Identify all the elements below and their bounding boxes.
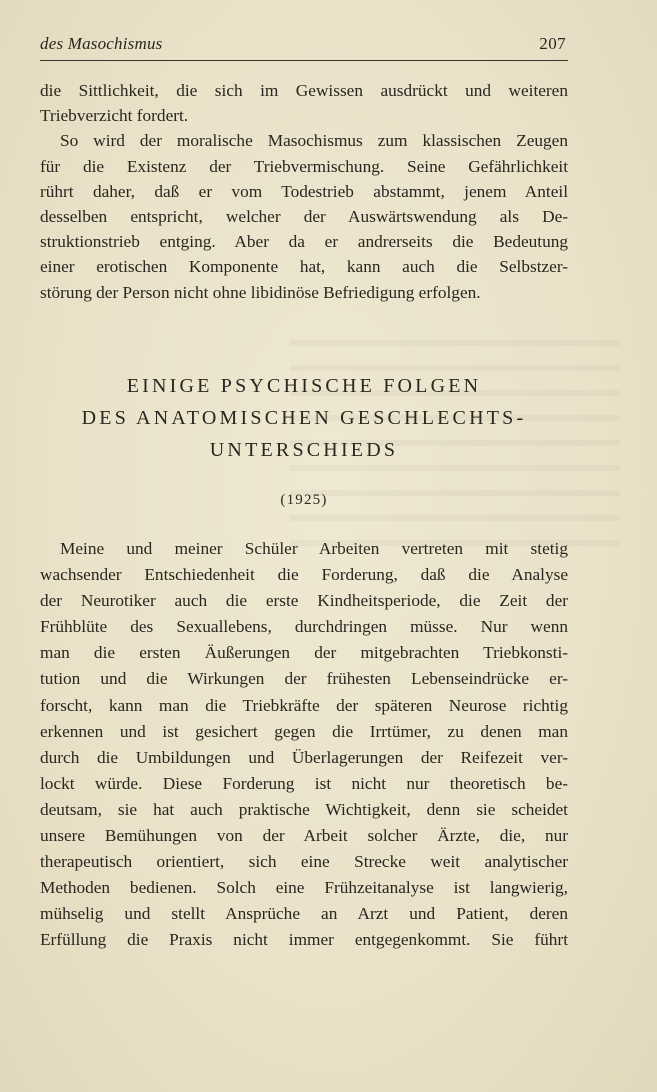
text-block-top — [40, 78, 568, 305]
text-line: Methoden bedienen. Solch eine Frühzeitanalyse ist langwierig, — [40, 878, 568, 898]
text-line: unsere Bemühungen von der Arbeit solcher Ärzte, die, nur — [40, 826, 568, 846]
page-number: 207 — [539, 34, 566, 53]
text-line: man die ersten Äußerungen der mitgebrachten Triebkonsti- — [40, 643, 568, 663]
text-line: rührt daher, daß er vom Todestrieb abstammt, jenem Anteil — [40, 181, 568, 201]
chapter-year: (1925) — [280, 492, 328, 508]
text-line: der Neurotiker auch die erste Kindheitsperiode, die Zeit der — [40, 591, 568, 611]
text-line: Frühblüte des Sexuallebens, durchdringen müsse. Nur wenn — [40, 617, 568, 637]
text-line: für die Existenz der Triebvermischung. Seine Gefährlichkeit — [40, 156, 568, 176]
text-line: erkennen und ist gesichert gegen die Irrtümer, zu denen man — [40, 721, 568, 741]
text-line: störung der Person nicht ohne libidinöse Befriedigung erfolgen. — [40, 282, 481, 302]
text-line: einer erotischen Komponente hat, kann auch die Selbstzer- — [40, 257, 568, 277]
text-line: Meine und meiner Schüler Arbeiten vertreten mit stetig — [60, 539, 568, 558]
heading-line: UNTERSCHIEDS — [209, 439, 399, 461]
running-head — [40, 34, 568, 61]
heading-line: DES ANATOMISCHEN GESCHLECHTS- — [81, 407, 527, 429]
text-line: Triebverzicht fordert. — [40, 106, 189, 126]
heading-line: EINIGE PSYCHISCHE FOLGEN — [126, 375, 482, 397]
text-line: wachsender Entschiedenheit die Forderung, daß die Analyse — [40, 565, 568, 585]
text-line: So wird der moralische Masochismus zum klassischen Zeugen — [60, 131, 568, 151]
text-line: therapeutisch orientiert, sich eine Strecke weit analytischer — [40, 852, 568, 872]
text-line: lockt würde. Diese Forderung ist nicht nur theoretisch be- — [40, 773, 568, 793]
running-title: des Masochismus — [40, 34, 163, 53]
text-line: mühselig und stellt Ansprüche an Arzt und Patient, deren — [40, 904, 568, 924]
chapter-heading — [40, 370, 568, 466]
text-line: desselben entspricht, welcher der Auswärtswendung als De- — [40, 206, 568, 226]
text-line: durch die Umbildungen und Überlagerungen der Reifezeit ver- — [40, 747, 568, 767]
text-line: struktionstrieb entging. Aber da er andrerseits die Bedeutung — [40, 232, 568, 252]
text-line: deutsam, sie hat auch praktische Wichtigkeit, denn sie scheidet — [40, 799, 568, 819]
text-line: die Sittlichkeit, die sich im Gewissen ausdrückt und weiteren — [40, 81, 568, 100]
text-line: forscht, kann man die Triebkräfte der späteren Neurose richtig — [40, 695, 568, 715]
text-block-body — [40, 536, 568, 954]
text-line: tution und die Wirkungen der frühesten Lebenseindrücke er- — [40, 669, 568, 689]
text-line: Erfüllung die Praxis nicht immer entgegenkommt. Sie führt — [40, 930, 568, 950]
